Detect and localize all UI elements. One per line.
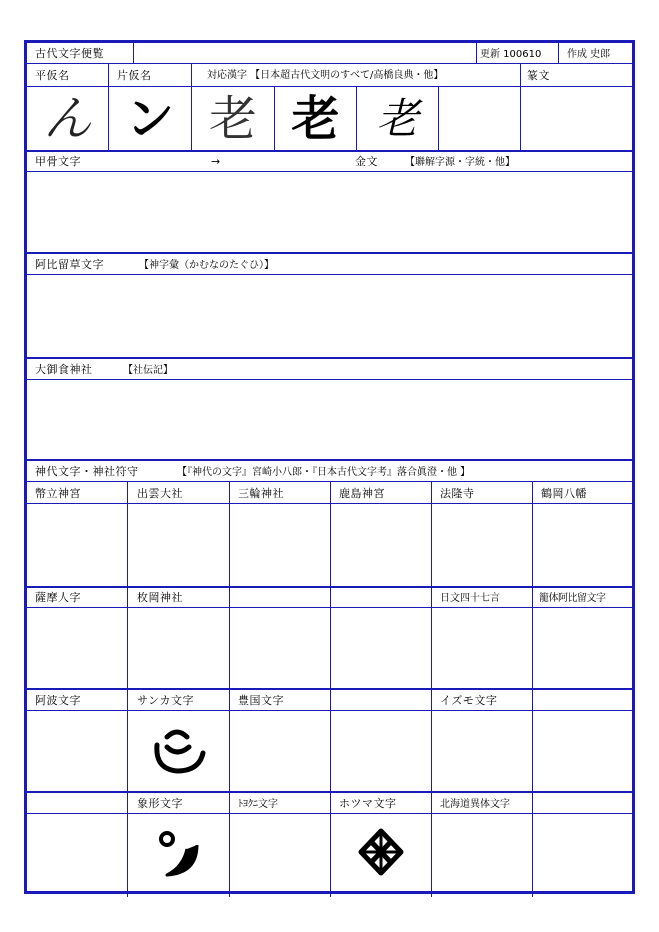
vrule-grid-5	[532, 481, 533, 897]
vrule-grid-2	[229, 481, 230, 897]
author-credit: 作成 史郎	[567, 49, 611, 60]
rule-row1-bottom	[27, 150, 632, 152]
grid-label-kagotai: 籠体阿比留文字	[539, 593, 606, 604]
katakana-label: 片仮名	[117, 69, 152, 82]
omike-label: 大御食神社	[35, 363, 93, 376]
grid-label-hokkaido: 北海道異体文字	[440, 799, 510, 810]
ahiru-source: 【神字彙（かむなのたぐひ）】	[139, 260, 274, 271]
kanji-label: 対応漢字 【日本超古代文明のすべて/高橋良典・他】	[207, 70, 444, 81]
grid-label-hiraoka: 枚岡神社	[137, 591, 183, 604]
sheet-title: 古代文字便覧	[35, 47, 104, 60]
bronze-label: 金文	[355, 155, 378, 168]
grid-label-toyokuni: 豊国文字	[238, 694, 284, 707]
rule-ahiru-bottom	[27, 357, 632, 359]
grid-label-toyokuni-kana: ﾄﾖｸﾆ文字	[238, 799, 278, 810]
grid-label-miwa: 三輪神社	[238, 487, 284, 500]
vrule-header-2	[476, 43, 477, 63]
shokei-glyph	[153, 827, 205, 883]
grid-label-tsurugaoka: 鶴岡八幡	[541, 487, 587, 500]
omike-source: 【社伝記】	[123, 365, 173, 376]
vrule-row1-6	[520, 63, 521, 150]
hotsuma-glyph	[357, 827, 405, 877]
grid-label-satsuma: 薩摩人字	[35, 591, 81, 604]
grid-label-heitate: 幣立神宮	[35, 487, 81, 500]
oracle-label: 甲骨文字	[35, 155, 81, 168]
katakana-char: ン	[125, 91, 174, 147]
rule-row1-labels	[27, 86, 632, 87]
bronze-source: 【聯解字源・字統・他】	[405, 157, 515, 168]
reference-sheet	[24, 40, 635, 894]
vrule-grid-1	[127, 481, 128, 897]
update-stamp: 更新 100610	[480, 49, 542, 60]
jindai-label: 神代文字・神社符守	[35, 465, 139, 478]
grid-label-hifumi: 日文四十七言	[440, 593, 500, 604]
grid-label-kashima: 鹿島神宮	[339, 487, 385, 500]
grid-label-izumo-moji: イズモ文字	[440, 694, 498, 707]
grid-label-izumo-taisha: 出雲大社	[137, 487, 183, 500]
hiragana-label: 平仮名	[35, 69, 70, 82]
rule-oracle-label	[27, 171, 632, 172]
tensho-label: 篆文	[527, 69, 550, 82]
rule-oracle-bottom	[27, 252, 632, 254]
vrule-grid-4	[431, 481, 432, 897]
rule-omike-label	[27, 379, 632, 380]
vrule-row1-5	[438, 86, 439, 150]
grid-label-shokei: 象形文字	[137, 797, 183, 810]
grid-label-sanka: サンカ文字	[137, 694, 194, 707]
rule-header	[27, 63, 632, 64]
grid-label-awa: 阿波文字	[35, 694, 81, 707]
rule-omike-bottom	[27, 459, 632, 461]
vrule-header-3	[558, 43, 559, 63]
jindai-source: 【『神代の文字』宮崎小八郎・『日本古代文字考』落合眞澄・他 】	[177, 467, 471, 478]
vrule-grid-3	[330, 481, 331, 897]
kanji-char-mincho: 老	[208, 91, 257, 147]
hiragana-char: ん	[43, 91, 92, 147]
sanka-glyph	[149, 723, 209, 779]
kanji-char-brush: 老	[376, 94, 419, 143]
vrule-header-1	[133, 43, 134, 63]
ahiru-label: 阿比留草文字	[35, 258, 104, 271]
grid-label-horyuji: 法隆寺	[440, 487, 475, 500]
rule-ahiru-label	[27, 274, 632, 275]
oracle-arrow: →	[211, 155, 221, 168]
kanji-char-gothic: 老	[291, 91, 340, 147]
grid-label-hotsuma: ホツマ文字	[339, 797, 397, 810]
